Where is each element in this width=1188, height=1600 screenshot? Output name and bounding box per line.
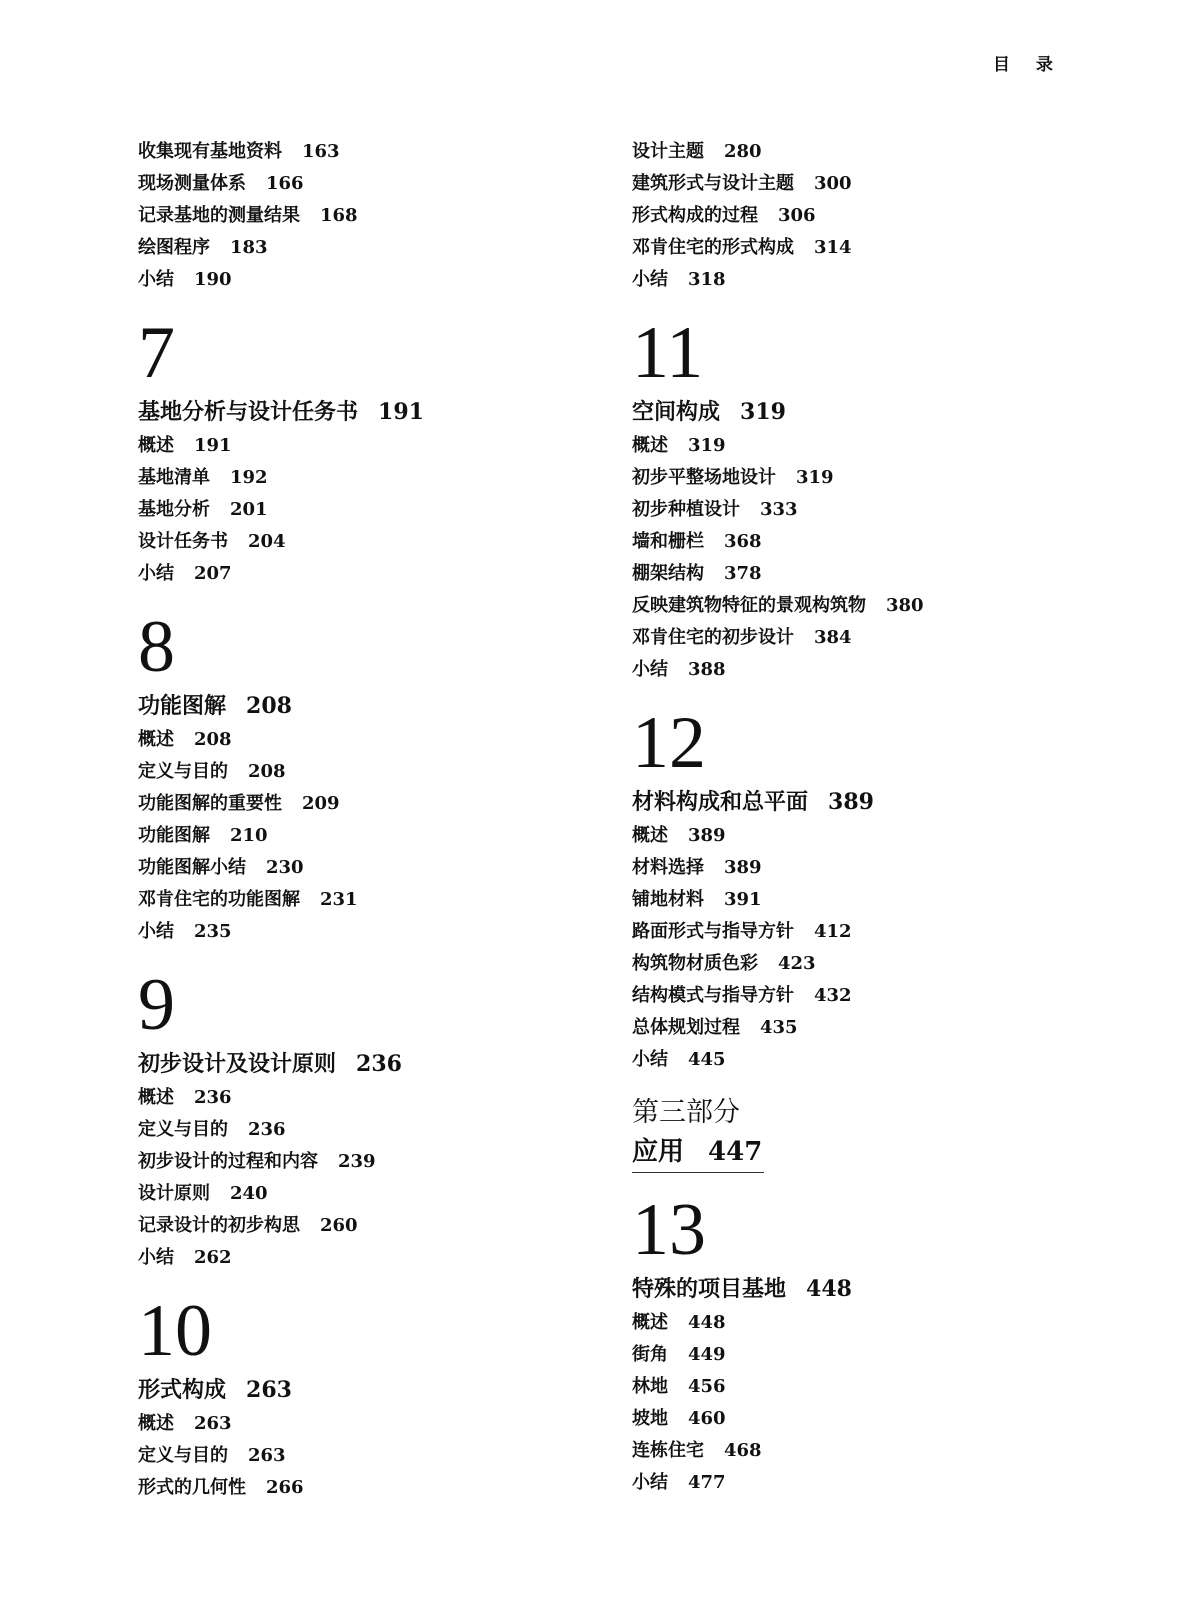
page-header: 目 录 (993, 55, 1063, 75)
toc-entry-label: 小结 (138, 269, 174, 290)
toc-entry-page: 445 (688, 1049, 726, 1070)
toc-entry[interactable] (632, 168, 1112, 200)
toc-entry-page: 380 (886, 595, 924, 616)
toc-entry[interactable] (632, 1339, 1112, 1371)
toc-entry[interactable] (138, 264, 608, 296)
toc-entry[interactable] (138, 430, 608, 462)
toc-entry[interactable] (632, 232, 1112, 264)
toc-entry[interactable] (632, 590, 1112, 622)
toc-entry-label: 概述 (138, 435, 174, 456)
toc-entry[interactable] (632, 1467, 1112, 1499)
toc-entry-label: 绘图程序 (138, 237, 210, 258)
toc-entry-label: 铺地材料 (632, 889, 704, 910)
chapter-title-page: 236 (356, 1051, 402, 1077)
toc-entry-label: 邓肯住宅的形式构成 (632, 237, 794, 258)
toc-entry-page: 260 (320, 1215, 358, 1236)
toc-entry-label: 林地 (632, 1376, 668, 1397)
toc-entry[interactable] (138, 884, 608, 916)
toc-entry-page: 389 (724, 857, 762, 878)
toc-entry-page: 262 (194, 1247, 232, 1268)
chapter-number: 11 (632, 312, 704, 394)
toc-entry[interactable] (138, 916, 608, 948)
toc-entry-label: 概述 (138, 1413, 174, 1434)
toc-entry-page: 236 (248, 1119, 286, 1140)
toc-entry-page: 432 (814, 985, 852, 1006)
chapter-title-page: 389 (828, 789, 874, 815)
toc-entry[interactable] (138, 1408, 608, 1440)
chapter-title-page: 191 (378, 399, 424, 425)
toc-entry[interactable] (632, 1307, 1112, 1339)
toc-entry-page: 235 (194, 921, 232, 942)
toc-entry[interactable] (138, 1178, 608, 1210)
toc-entry[interactable] (632, 852, 1112, 884)
toc-entry-label: 定义与目的 (138, 761, 228, 782)
toc-entry-page: 449 (688, 1344, 726, 1365)
toc-entry-label: 记录设计的初步构思 (138, 1215, 300, 1236)
toc-entry[interactable] (138, 1440, 608, 1472)
chapter-title-label: 功能图解 (138, 693, 227, 719)
toc-entry-label: 初步平整场地设计 (632, 467, 776, 488)
toc-entry[interactable] (632, 200, 1112, 232)
toc-entry[interactable] (632, 462, 1112, 494)
toc-entry-page: 236 (194, 1087, 232, 1108)
toc-entry-page: 280 (724, 141, 762, 162)
toc-entry-label: 小结 (138, 563, 174, 584)
toc-entry-page: 435 (760, 1017, 798, 1038)
toc-entry[interactable] (138, 494, 608, 526)
toc-entry-label: 功能图解 (138, 825, 210, 846)
toc-entry[interactable] (138, 558, 608, 590)
toc-entry-page: 263 (248, 1445, 286, 1466)
chapter-number: 12 (632, 702, 706, 784)
toc-entry[interactable] (632, 558, 1112, 590)
toc-entry[interactable] (632, 526, 1112, 558)
toc-entry-page: 368 (724, 531, 762, 552)
chapter-title-page: 319 (740, 399, 786, 425)
toc-entry-page: 389 (688, 825, 726, 846)
part-title[interactable] (632, 1132, 764, 1173)
toc-entry-label: 定义与目的 (138, 1445, 228, 1466)
toc-entry-label: 记录基地的测量结果 (138, 205, 300, 226)
toc-entry-label: 路面形式与指导方针 (632, 921, 794, 942)
chapter-title[interactable] (632, 1271, 1112, 1307)
toc-entry-label: 概述 (632, 1312, 668, 1333)
chapter-title-label: 空间构成 (632, 399, 721, 425)
toc-entry-label: 连栋住宅 (632, 1440, 704, 1461)
toc-entry[interactable] (138, 1082, 608, 1114)
toc-entry-page: 230 (266, 857, 304, 878)
toc-entry-label: 材料选择 (632, 857, 704, 878)
chapter-number: 8 (138, 606, 175, 688)
toc-entry-label: 棚架结构 (632, 563, 704, 584)
chapter-title-page: 263 (246, 1377, 292, 1403)
chapter-number: 7 (138, 312, 175, 394)
toc-entry[interactable] (632, 1403, 1112, 1435)
toc-entry-page: 263 (194, 1413, 232, 1434)
toc-entry[interactable] (632, 654, 1112, 686)
toc-entry-label: 邓肯住宅的功能图解 (138, 889, 300, 910)
toc-entry[interactable] (632, 884, 1112, 916)
toc-entry-label: 基地清单 (138, 467, 210, 488)
toc-entry-label: 收集现有基地资料 (138, 141, 282, 162)
toc-entry-page: 384 (814, 627, 852, 648)
toc-entry[interactable] (632, 1371, 1112, 1403)
toc-entry[interactable] (138, 1242, 608, 1274)
toc-entry-page: 204 (248, 531, 286, 552)
toc-entry-label: 定义与目的 (138, 1119, 228, 1140)
chapter-title-label: 形式构成 (138, 1377, 227, 1403)
toc-entry[interactable] (138, 232, 608, 264)
chapter-title-page: 448 (806, 1276, 852, 1302)
toc-entry[interactable] (138, 820, 608, 852)
toc-entry[interactable] (138, 756, 608, 788)
toc-entry-label: 小结 (138, 921, 174, 942)
toc-entry-label: 基地分析 (138, 499, 210, 520)
toc-entry-page: 314 (814, 237, 852, 258)
chapter-number: 9 (138, 964, 175, 1046)
toc-entry[interactable] (632, 820, 1112, 852)
toc-entry-page: 190 (194, 269, 232, 290)
part-label: 第三部分 (632, 1097, 740, 1128)
toc-entry-page: 468 (724, 1440, 762, 1461)
toc-entry-page: 183 (230, 237, 268, 258)
toc-entry-label: 总体规划过程 (632, 1017, 740, 1038)
toc-entry[interactable] (632, 264, 1112, 296)
toc-entry-label: 设计原则 (138, 1183, 210, 1204)
toc-entry[interactable] (632, 1012, 1112, 1044)
toc-entry-page: 388 (688, 659, 726, 680)
toc-entry-label: 小结 (632, 269, 668, 290)
chapter-title-label: 初步设计及设计原则 (138, 1051, 337, 1077)
toc-entry-label: 概述 (632, 825, 668, 846)
toc-entry-page: 460 (688, 1408, 726, 1429)
toc-entry-label: 形式的几何性 (138, 1477, 246, 1498)
chapter-title[interactable] (138, 1372, 608, 1408)
toc-entry-page: 319 (796, 467, 834, 488)
toc-entry[interactable] (138, 136, 608, 168)
toc-entry-page: 168 (320, 205, 358, 226)
toc-entry-label: 小结 (632, 659, 668, 680)
toc-entry-label: 设计主题 (632, 141, 704, 162)
toc-entry-page: 210 (230, 825, 268, 846)
toc-entry-label: 形式构成的过程 (632, 205, 758, 226)
toc-entry-page: 231 (320, 889, 358, 910)
toc-entry-label: 墙和栅栏 (632, 531, 704, 552)
toc-entry-page: 240 (230, 1183, 268, 1204)
toc-entry-label: 设计任务书 (138, 531, 228, 552)
chapter-title-page: 208 (246, 693, 292, 719)
toc-entry[interactable] (138, 852, 608, 884)
toc-entry-label: 结构模式与指导方针 (632, 985, 794, 1006)
chapter-title[interactable] (632, 784, 1112, 820)
toc-entry[interactable] (138, 526, 608, 558)
toc-entry[interactable] (138, 1114, 608, 1146)
toc-entry-label: 现场测量体系 (138, 173, 246, 194)
toc-entry[interactable] (632, 136, 1112, 168)
toc-entry-label: 小结 (138, 1247, 174, 1268)
toc-entry-label: 街角 (632, 1344, 668, 1365)
toc-entry-page: 163 (302, 141, 340, 162)
toc-entry-label: 邓肯住宅的初步设计 (632, 627, 794, 648)
toc-entry-label: 反映建筑物特征的景观构筑物 (632, 595, 866, 616)
toc-entry-label: 坡地 (632, 1408, 668, 1429)
toc-entry-page: 318 (688, 269, 726, 290)
toc-entry-page: 423 (778, 953, 816, 974)
toc-entry-page: 412 (814, 921, 852, 942)
toc-entry-page: 207 (194, 563, 232, 584)
toc-entry-page: 333 (760, 499, 798, 520)
toc-entry[interactable] (138, 788, 608, 820)
chapter-title[interactable] (138, 1046, 608, 1082)
toc-entry[interactable] (138, 200, 608, 232)
toc-entry[interactable] (632, 622, 1112, 654)
toc-entry-label: 概述 (138, 1087, 174, 1108)
toc-entry-label: 概述 (632, 435, 668, 456)
toc-entry-page: 166 (266, 173, 304, 194)
toc-entry-label: 小结 (632, 1472, 668, 1493)
toc-entry[interactable] (632, 916, 1112, 948)
toc-entry-page: 191 (194, 435, 232, 456)
toc-entry-page: 201 (230, 499, 268, 520)
toc-entry[interactable] (632, 1044, 1112, 1076)
toc-entry[interactable] (138, 1146, 608, 1178)
toc-entry[interactable] (632, 494, 1112, 526)
chapter-title[interactable] (138, 688, 608, 724)
chapter-number: 13 (632, 1189, 706, 1271)
toc-entry-label: 构筑物材质色彩 (632, 953, 758, 974)
toc-entry[interactable] (632, 1435, 1112, 1467)
toc-entry-page: 208 (194, 729, 232, 750)
toc-entry-label: 初步种植设计 (632, 499, 740, 520)
toc-entry-page: 192 (230, 467, 268, 488)
toc-entry-page: 209 (302, 793, 340, 814)
toc-entry-label: 概述 (138, 729, 174, 750)
toc-entry-label: 建筑形式与设计主题 (632, 173, 794, 194)
chapter-title-label: 基地分析与设计任务书 (138, 399, 359, 425)
part-title-label: 应用 (632, 1137, 685, 1167)
toc-entry[interactable] (632, 430, 1112, 462)
toc-entry-page: 208 (248, 761, 286, 782)
toc-entry[interactable] (138, 168, 608, 200)
chapter-number: 10 (138, 1290, 212, 1372)
toc-entry-page: 456 (688, 1376, 726, 1397)
toc-entry-page: 391 (724, 889, 762, 910)
toc-entry-page: 239 (338, 1151, 376, 1172)
toc-entry[interactable] (138, 462, 608, 494)
part-title-wrap (632, 1132, 1112, 1173)
chapter-title[interactable] (138, 394, 608, 430)
chapter-title-label: 特殊的项目基地 (632, 1276, 787, 1302)
toc-entry-page: 378 (724, 563, 762, 584)
toc-entry[interactable] (138, 1210, 608, 1242)
toc-entry-page: 266 (266, 1477, 304, 1498)
left-column (138, 136, 608, 1504)
toc-entry-page: 448 (688, 1312, 726, 1333)
toc-entry[interactable] (632, 980, 1112, 1012)
part-title-page: 447 (708, 1137, 763, 1167)
toc-entry-label: 小结 (632, 1049, 668, 1070)
toc-entry-label: 功能图解的重要性 (138, 793, 282, 814)
toc-entry-page: 300 (814, 173, 852, 194)
chapter-title-label: 材料构成和总平面 (632, 789, 809, 815)
toc-entry[interactable] (138, 724, 608, 756)
toc-entry-page: 306 (778, 205, 816, 226)
toc-entry-label: 功能图解小结 (138, 857, 246, 878)
toc-entry-page: 477 (688, 1472, 726, 1493)
toc-entry[interactable] (632, 948, 1112, 980)
toc-entry-page: 319 (688, 435, 726, 456)
toc-entry[interactable] (138, 1472, 608, 1504)
toc-entry-label: 初步设计的过程和内容 (138, 1151, 318, 1172)
chapter-title[interactable] (632, 394, 1112, 430)
right-column (632, 136, 1112, 1499)
